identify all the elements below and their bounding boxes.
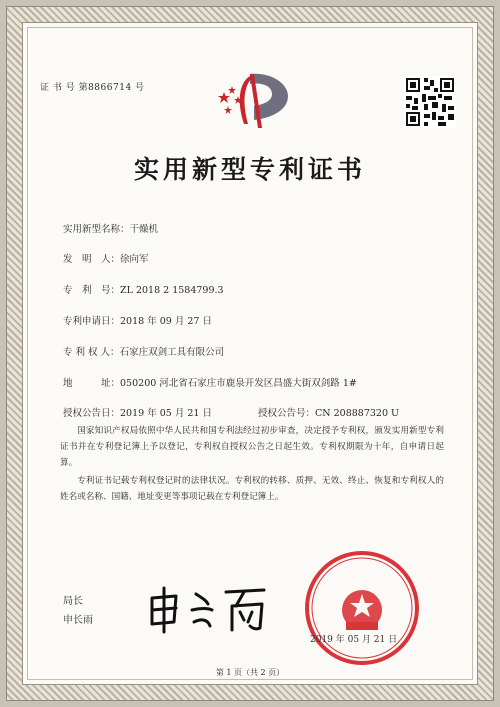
seal-date: 2019 年 05 月 21 日 bbox=[310, 635, 398, 645]
patent-office-emblem-icon bbox=[210, 66, 296, 130]
address-row bbox=[63, 375, 357, 389]
director-title: 局长 bbox=[63, 596, 83, 607]
filing-date-label: 专利申请日： bbox=[63, 316, 121, 327]
grant-date-row bbox=[63, 405, 212, 419]
body-paragraph-2: 专利证书记载专利权登记时的法律状况。专利权的转移、质押、无效、终止、恢复和专利权人的姓名或名称、国籍、地址变更等事项记载在专利登记簿上。 bbox=[60, 476, 444, 502]
address-label: 地 址： bbox=[63, 378, 121, 389]
official-seal-icon bbox=[302, 548, 422, 668]
utility-name-label: 实用新型名称： bbox=[63, 224, 130, 235]
inventor-label: 发 明 人： bbox=[63, 254, 121, 265]
patent-number-label: 专 利 号： bbox=[63, 285, 121, 296]
patentee-row bbox=[63, 344, 224, 358]
patentee-value: 石家庄双剑工具有限公司 bbox=[119, 347, 225, 358]
inventor-row bbox=[63, 251, 149, 265]
certificate-title: 实用新型专利证书 bbox=[133, 155, 366, 184]
grant-date-value: 2019 年 05 月 21 日 bbox=[120, 408, 212, 419]
handwritten-signature bbox=[146, 584, 270, 634]
certificate-body bbox=[60, 423, 444, 507]
utility-name-row bbox=[63, 221, 158, 235]
utility-name-value: 干燥机 bbox=[129, 224, 159, 235]
grant-number-label: 授权公告号： bbox=[258, 408, 316, 419]
patent-number-value: ZL 2018 2 1584799.3 bbox=[120, 285, 224, 296]
director-name: 申长雨 bbox=[63, 615, 93, 626]
address-value: 050200 河北省石家庄市鹿泉开发区昌盛大街双剑路 1# bbox=[120, 378, 357, 389]
grant-number-row bbox=[258, 405, 399, 419]
page-number: 第 1 页（共 2 页） bbox=[215, 668, 285, 677]
inventor-value: 徐向军 bbox=[120, 254, 149, 265]
certificate-number: 证 书 号 第8866714 号 bbox=[40, 83, 145, 93]
filing-date-row bbox=[63, 313, 212, 327]
grant-number-value: CN 208887320 U bbox=[315, 408, 400, 419]
body-paragraph-1: 国家知识产权局依照中华人民共和国专利法经过初步审查，决定授予专利权，颁发实用新型专利证书并在专利登记簿上予以登记，专利权自授权公告之日起生效。专利权期限为十年，自申请日起算。 bbox=[60, 426, 444, 468]
filing-date-value: 2018 年 09 月 27 日 bbox=[120, 316, 212, 327]
patent-number-row bbox=[63, 282, 224, 296]
patentee-label: 专 利 权 人： bbox=[63, 347, 120, 358]
grant-date-label: 授权公告日： bbox=[63, 408, 121, 419]
qr-code-icon bbox=[404, 76, 456, 128]
